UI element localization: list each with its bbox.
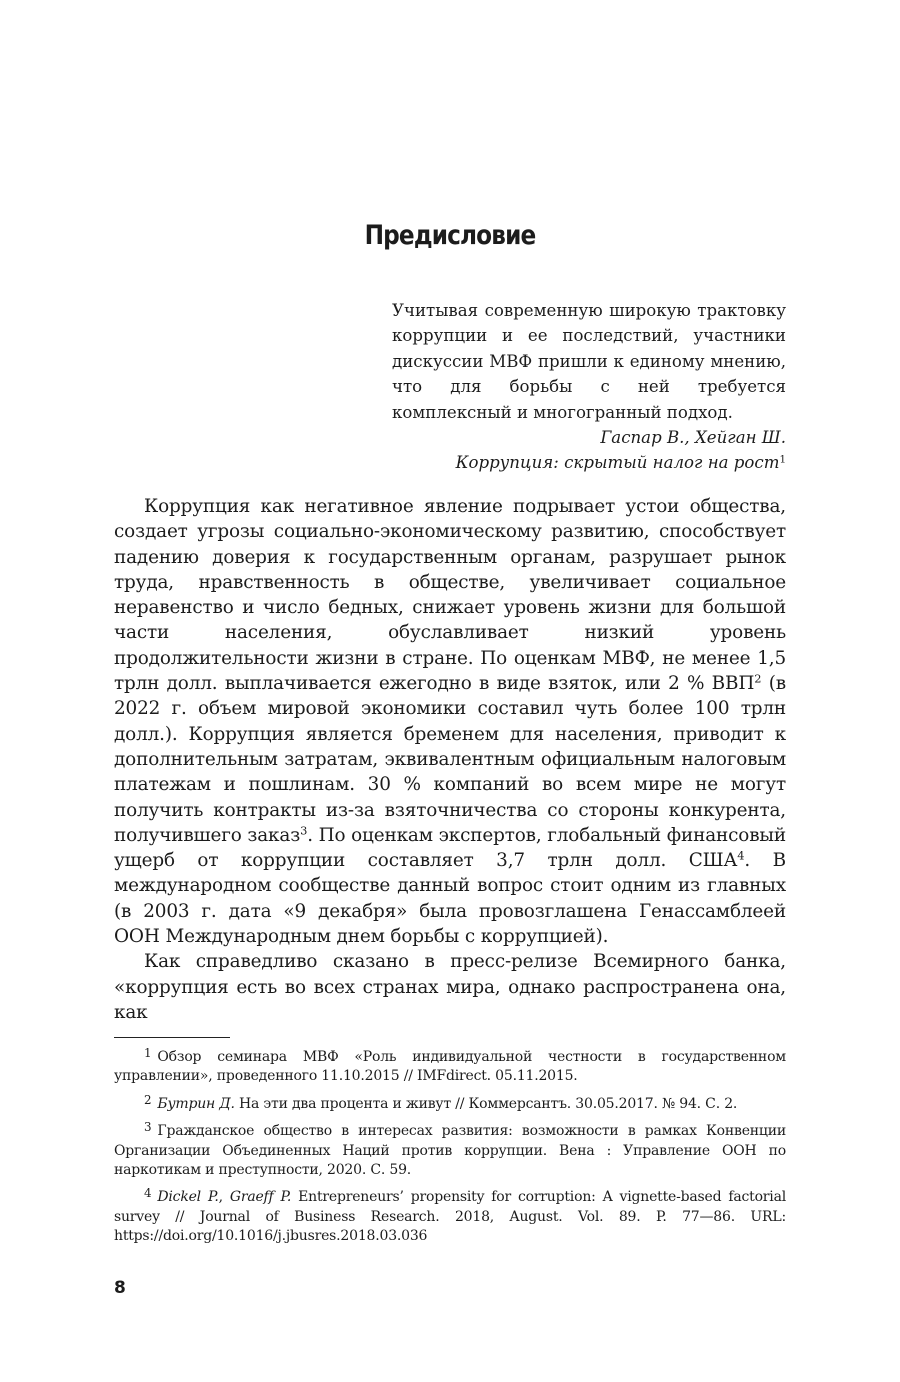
paragraph-text: (в 2022 г. объем мировой экономики составил чуть более 100 трлн долл.). Коррупция является бременем для населения, приводит к дополнительным затратам, эквивалентным официальным налоговым платежам и пошлинам. 30 % компаний во всем мире не могут получить контракты из-за взяточничества со стороны конкурента, получившего заказ: [114, 673, 786, 846]
body-text: [114, 494, 786, 1025]
footnote-author: Dickel P.: [157, 1189, 219, 1206]
footnote-3: [114, 1118, 786, 1180]
footnote-author: Бутрин Д.: [157, 1095, 235, 1112]
footnote-number: 4: [144, 1186, 152, 1201]
footnote-ref-1: 1: [779, 453, 786, 466]
footnote-text: На эти два процента и живут // Коммерсантъ. 30.05.2017. № 94. С. 2.: [234, 1095, 738, 1112]
footnote-ref-2: 2: [754, 671, 762, 686]
footnote-text: Entrepreneurs’ propensity for corruption: A vignette-based factorial survey // Journal of Business Research. 2018, August. Vol. 89. P. 77—86. URL: https://doi.org/10.1016/j.jbusres.2018.03.036: [114, 1189, 786, 1244]
footnote-divider: [114, 1037, 230, 1038]
paragraph-text: . В международном сообществе данный вопрос стоит одним из главных (в 2003 г. дата «9 декабря» была провозглашена Генассамблеей ООН Международным днем борьбы с коррупцией).: [114, 850, 786, 948]
epigraph-source: [392, 450, 786, 475]
paragraph: [114, 494, 786, 949]
footnote-number: 2: [144, 1092, 152, 1107]
epigraph: [392, 298, 786, 476]
page-number: 8: [114, 1278, 126, 1298]
footnote-ref-4: 4: [737, 848, 745, 863]
footnote-separator: ,: [218, 1189, 230, 1206]
footnote-4: [114, 1184, 786, 1246]
footnote-number: 3: [144, 1120, 152, 1135]
footnote-author: Graeff P.: [229, 1189, 292, 1206]
footnote-text: Гражданское общество в интересах развития: возможности в рамках Конвенции Организации Объединенных Наций против коррупции. Вена : Управление ООН по наркотикам и преступности, 2020. С. 59.: [114, 1123, 786, 1178]
footnote-2: [114, 1091, 786, 1114]
footnote-number: 1: [144, 1046, 152, 1060]
footnote-1: [114, 1044, 786, 1087]
paragraph-text: . По оценкам экспертов, глобальный финансовый ущерб от коррупции составляет 3,7 трлн долл. США: [114, 824, 786, 872]
footnote-text: Обзор семинара МВФ «Роль индивидуальной честности в государственном управлении», проведенного 11.10.2015 // IMFdirect. 05.11.2015.: [114, 1049, 786, 1085]
epigraph-text: Учитывая современную широкую трактовку коррупции и ее последствий, участники дискуссии МВФ пришли к единому мнению, что для борьбы с ней требуется комплексный и многогранный подход.: [392, 301, 786, 422]
epigraph-source-title: Коррупция: скрытый налог на рост: [455, 453, 780, 473]
paragraph-text: Коррупция как негативное явление подрывает устои общества, создает угрозы социально-экономическому развитию, способствует падению доверия к государственным органам, разрушает рынок труда, нравственность в обществе, увеличивает социальное неравенство и число бедных, снижает уровень жизни для большой части населения, обуславливает низкий уровень продолжительности жизни в стране. По оценкам МВФ, не менее 1,5 трлн долл. выплачивается ежегодно в виде взяток, или 2 % ВВП: [114, 496, 786, 695]
epigraph-authors: Гаспар В., Хейган Ш.: [600, 428, 786, 448]
footnote-ref-3: 3: [300, 823, 308, 838]
footnotes: [114, 1044, 786, 1250]
paragraph: Как справедливо сказано в пресс-релизе Всемирного банка, «коррупция есть во всех странах мира, однако распространена она, как: [114, 951, 786, 1023]
page-title: Предисловие: [364, 220, 536, 251]
